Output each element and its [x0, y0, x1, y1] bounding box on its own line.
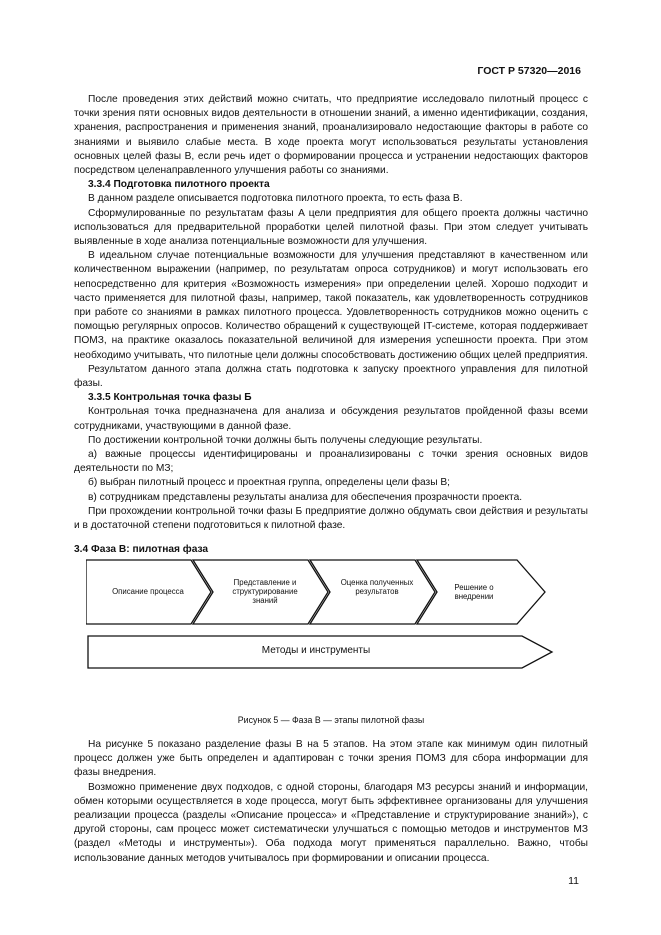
phase-b-diagram — [86, 558, 562, 670]
stage-label-2: Представление и структурирование знаний — [232, 578, 298, 605]
list-item-c: в) сотрудникам представлены результаты анализа для обеспечения прозрачности проекта. — [88, 491, 523, 503]
paragraph: Сформулированные по результатам фазы A цели предприятия для общего проекта должны частично использоваться для предварительной проработки целей пилотной фазы. При этом следует учитывать выявленные в ходе анализа потенциальные возможности для улучшения. — [74, 207, 588, 248]
page-number: 11 — [568, 875, 579, 887]
standard-code: ГОСТ Р 57320—2016 — [477, 65, 581, 77]
section-heading-3-4: 3.4 Фаза B: пилотная фаза — [74, 544, 209, 556]
paragraph: По достижении контрольной точки должны быть получены следующие результаты. — [88, 434, 483, 446]
paragraph: После проведения этих действий можно считать, что предприятие исследовало пилотный процесс с точки зрения пяти основных видов деятельности в отношении знаний, а именно идентификации, создания, хранения, распространения и применения знаний, проанализировало недостающие факторы в работе со знаниями и выявило слабые места. В ходе проекта могут использоваться результаты установления основных целей фазы B, если речь идет о формировании процесса и устранении недостающих факторов посредством целенаправленного улучшения работы со знаниями. — [74, 94, 588, 177]
paragraph: В идеальном случае потенциальные возможности для улучшения представляют в качественном или количественном выражении (например, по результатам опроса сотрудников) и могут использовать его непосредственно для критерия «Возможность измерения» при определении целей. Хорошо подходит и часто применяется для пилотной фазы, например, такой показатель, как удовлетворенность сотрудников при работе со знаниями в рамках пилотного процесса. Удовлетворенность сотрудников можно оценить с помощью регулярных опросов. Количество обращений к существующей IT-системе, которая поддерживает ПОМЗ, на практике оказалось показательной величиной для измерения успешности проекта. При этом необходимо учитывать, что пилотные цели должны способствовать достижению общих целей предприятия. — [74, 250, 588, 361]
section-heading-3-3-5: 3.3.5 Контрольная точка фазы Б — [88, 392, 252, 404]
paragraph: В данном разделе описывается подготовка пилотного проекта, то есть фаза B. — [88, 193, 463, 205]
paragraph: При прохождении контрольной точки фазы Б предприятие должно обдумать свои действия и результаты и в достаточной степени подготовиться к пилотной фазе. — [74, 505, 588, 532]
stage-label-1: Описание процесса — [112, 587, 184, 596]
paragraph: Контрольная точка предназначена для анализа и обсуждения результатов пройденной фазы всеми сотрудниками, участвующими в данной фазе. — [74, 406, 588, 432]
list-item-a: а) важные процессы идентифицированы и проанализированы с точки зрения основных видов деятельности по МЗ; — [74, 449, 588, 475]
paragraph: Результатом данного этапа должна стать подготовка к запуску проектного управления для пилотной фазы. — [74, 363, 588, 390]
paragraph: Возможно применение двух подходов, с одной стороны, благодаря МЗ ресурсы знаний и информации, обмен которыми осуществляется в ходе процесса, могут быть эффективнее организованы для улучшения реализации процесса (разделы «Описание процесса» и «Представление и структурирование знаний»), с другой стороны, сам процесс может систематически улучшаться с помощью методов и инструментов МЗ (раздел «Методы и инструменты»). Оба подхода могут применяться параллельно. Важно, чтобы использование данных методов учитывалось при формировании и описании процесса. — [74, 781, 588, 864]
body-bottom — [74, 738, 588, 866]
section-heading-3-3-4: 3.3.4 Подготовка пилотного проекта — [88, 179, 270, 191]
paragraph: На рисунке 5 показано разделение фазы B на 5 этапов. На этом этапе как минимум один пилотный процесс должен уже быть определен и адаптирован с точки зрения ПОМЗ для сбора информации для фазы внедрения. — [74, 739, 588, 779]
stage-label-3: Оценка полученных результатов — [340, 578, 414, 596]
body-top — [74, 93, 588, 558]
list-item-b: б) выбран пилотный процесс и проектная группа, определены цели фазы B; — [88, 477, 450, 489]
methods-bar-label: Методы и инструменты — [261, 645, 371, 656]
stage-label-4: Решение о внедрении — [454, 583, 494, 601]
figure-caption: Рисунок 5 — Фаза B — этапы пилотной фазы — [237, 715, 425, 725]
